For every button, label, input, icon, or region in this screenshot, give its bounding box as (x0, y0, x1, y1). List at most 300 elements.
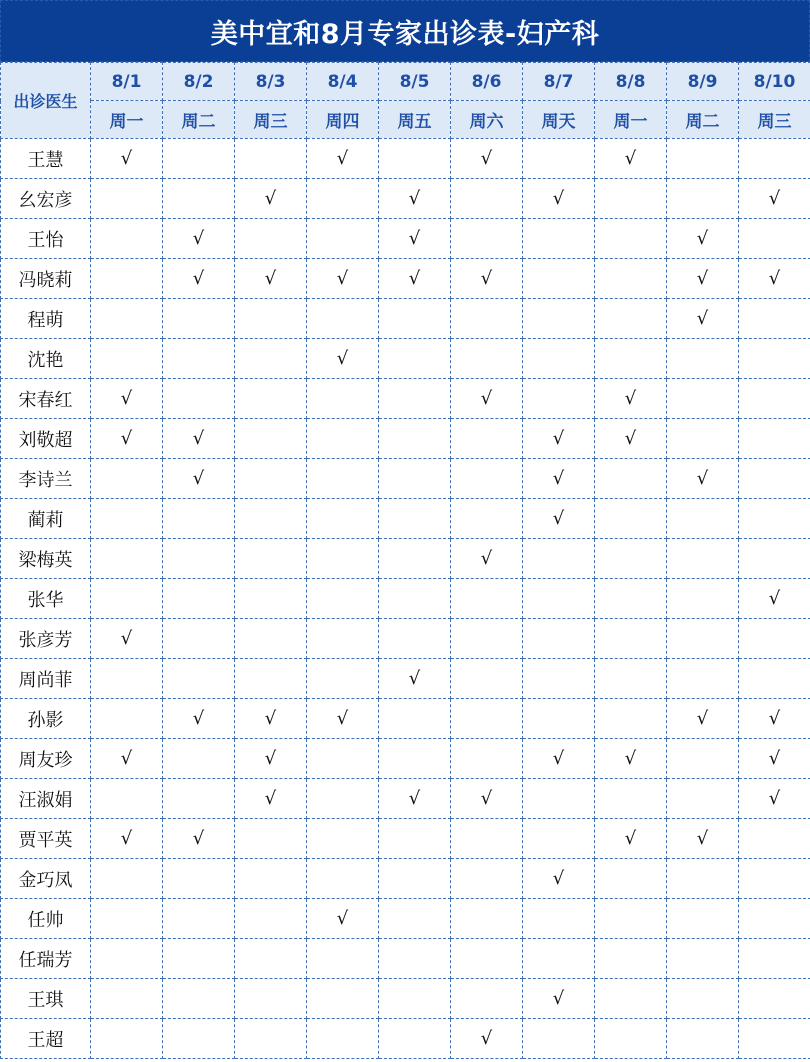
check-mark-cell: √ (91, 379, 163, 419)
date-header-row (1, 63, 810, 101)
doctor-name-cell: 张华 (1, 579, 91, 619)
empty-cell (379, 899, 451, 939)
empty-cell (667, 1019, 739, 1059)
empty-cell (595, 939, 667, 979)
empty-cell (595, 699, 667, 739)
empty-cell (523, 779, 595, 819)
empty-cell (163, 339, 235, 379)
empty-cell (451, 499, 523, 539)
empty-cell (595, 499, 667, 539)
weekday-header-cell: 周二 (667, 101, 739, 139)
empty-cell (235, 619, 307, 659)
empty-cell (379, 859, 451, 899)
check-mark-cell: √ (523, 179, 595, 219)
empty-cell (163, 1019, 235, 1059)
check-mark-cell: √ (379, 259, 451, 299)
check-mark-cell: √ (667, 819, 739, 859)
empty-cell (739, 379, 810, 419)
empty-cell (91, 779, 163, 819)
check-mark-cell: √ (235, 179, 307, 219)
table-row (1, 179, 810, 219)
empty-cell (667, 979, 739, 1019)
empty-cell (595, 539, 667, 579)
empty-cell (595, 339, 667, 379)
empty-cell (451, 939, 523, 979)
check-mark-cell: √ (163, 219, 235, 259)
empty-cell (379, 579, 451, 619)
empty-cell (235, 1019, 307, 1059)
empty-cell (379, 939, 451, 979)
empty-cell (235, 139, 307, 179)
doctor-name-cell: 周友珍 (1, 739, 91, 779)
empty-cell (163, 539, 235, 579)
empty-cell (739, 299, 810, 339)
empty-cell (451, 459, 523, 499)
empty-cell (379, 979, 451, 1019)
doctor-name-cell: 任瑞芳 (1, 939, 91, 979)
empty-cell (163, 619, 235, 659)
check-mark-cell: √ (595, 739, 667, 779)
empty-cell (451, 699, 523, 739)
empty-cell (163, 139, 235, 179)
empty-cell (739, 859, 810, 899)
empty-cell (307, 459, 379, 499)
doctor-column-header: 出诊医生 (1, 63, 91, 139)
empty-cell (523, 819, 595, 859)
check-mark-cell: √ (595, 379, 667, 419)
empty-cell (163, 899, 235, 939)
doctor-name-cell: 幺宏彦 (1, 179, 91, 219)
check-mark-cell: √ (307, 699, 379, 739)
empty-cell (91, 1019, 163, 1059)
empty-cell (379, 1019, 451, 1059)
doctor-name-cell: 程萌 (1, 299, 91, 339)
empty-cell (163, 979, 235, 1019)
empty-cell (667, 379, 739, 419)
empty-cell (451, 859, 523, 899)
empty-cell (91, 259, 163, 299)
check-mark-cell: √ (379, 779, 451, 819)
empty-cell (451, 739, 523, 779)
table-row (1, 619, 810, 659)
check-mark-cell: √ (307, 259, 379, 299)
doctor-name-cell: 王超 (1, 1019, 91, 1059)
empty-cell (739, 1019, 810, 1059)
doctor-name-cell: 贾平英 (1, 819, 91, 859)
doctor-name-cell: 李诗兰 (1, 459, 91, 499)
table-row (1, 139, 810, 179)
empty-cell (235, 379, 307, 419)
empty-cell (739, 419, 810, 459)
empty-cell (235, 419, 307, 459)
empty-cell (379, 819, 451, 859)
empty-cell (523, 939, 595, 979)
empty-cell (667, 739, 739, 779)
empty-cell (595, 619, 667, 659)
doctor-name-cell: 蔺莉 (1, 499, 91, 539)
weekday-header-cell: 周三 (235, 101, 307, 139)
check-mark-cell: √ (667, 259, 739, 299)
check-mark-cell: √ (307, 139, 379, 179)
check-mark-cell: √ (307, 339, 379, 379)
empty-cell (595, 1019, 667, 1059)
check-mark-cell: √ (523, 459, 595, 499)
empty-cell (595, 579, 667, 619)
weekday-header-cell: 周二 (163, 101, 235, 139)
empty-cell (451, 619, 523, 659)
empty-cell (307, 819, 379, 859)
empty-cell (379, 499, 451, 539)
empty-cell (667, 779, 739, 819)
empty-cell (307, 219, 379, 259)
table-row (1, 659, 810, 699)
weekday-header-cell: 周六 (451, 101, 523, 139)
empty-cell (235, 899, 307, 939)
empty-cell (667, 179, 739, 219)
weekday-header-cell: 周四 (307, 101, 379, 139)
check-mark-cell: √ (595, 419, 667, 459)
date-header-cell: 8/8 (595, 63, 667, 101)
doctor-name-cell: 冯晓莉 (1, 259, 91, 299)
weekday-header-row (1, 101, 810, 139)
check-mark-cell: √ (91, 739, 163, 779)
doctor-name-cell: 王琪 (1, 979, 91, 1019)
check-mark-cell: √ (739, 579, 810, 619)
doctor-name-cell: 刘敬超 (1, 419, 91, 459)
check-mark-cell: √ (451, 379, 523, 419)
empty-cell (235, 219, 307, 259)
check-mark-cell: √ (667, 299, 739, 339)
schedule-table (0, 62, 810, 1059)
empty-cell (667, 419, 739, 459)
doctor-name-cell: 梁梅英 (1, 539, 91, 579)
empty-cell (307, 499, 379, 539)
check-mark-cell: √ (739, 779, 810, 819)
empty-cell (667, 539, 739, 579)
check-mark-cell: √ (667, 219, 739, 259)
empty-cell (307, 1019, 379, 1059)
sheet-title: 美中宜和8月专家出诊表-妇产科 (0, 0, 810, 62)
empty-cell (451, 979, 523, 1019)
check-mark-cell: √ (379, 219, 451, 259)
empty-cell (595, 659, 667, 699)
empty-cell (163, 739, 235, 779)
check-mark-cell: √ (235, 739, 307, 779)
table-row (1, 299, 810, 339)
table-row (1, 459, 810, 499)
empty-cell (451, 219, 523, 259)
empty-cell (595, 259, 667, 299)
check-mark-cell: √ (235, 699, 307, 739)
table-row (1, 819, 810, 859)
doctor-name-cell: 宋春红 (1, 379, 91, 419)
empty-cell (235, 339, 307, 379)
empty-cell (523, 659, 595, 699)
empty-cell (91, 899, 163, 939)
empty-cell (307, 619, 379, 659)
date-header-cell: 8/1 (91, 63, 163, 101)
empty-cell (523, 219, 595, 259)
empty-cell (595, 179, 667, 219)
empty-cell (91, 499, 163, 539)
check-mark-cell: √ (595, 819, 667, 859)
check-mark-cell: √ (739, 179, 810, 219)
empty-cell (91, 699, 163, 739)
empty-cell (91, 299, 163, 339)
table-row (1, 259, 810, 299)
empty-cell (523, 579, 595, 619)
empty-cell (451, 339, 523, 379)
empty-cell (451, 819, 523, 859)
check-mark-cell: √ (235, 779, 307, 819)
empty-cell (235, 539, 307, 579)
empty-cell (235, 979, 307, 1019)
empty-cell (163, 779, 235, 819)
date-header-cell: 8/4 (307, 63, 379, 101)
doctor-name-cell: 王怡 (1, 219, 91, 259)
empty-cell (91, 539, 163, 579)
date-header-cell: 8/10 (739, 63, 810, 101)
check-mark-cell: √ (451, 259, 523, 299)
empty-cell (235, 499, 307, 539)
table-row (1, 939, 810, 979)
check-mark-cell: √ (163, 259, 235, 299)
empty-cell (307, 659, 379, 699)
check-mark-cell: √ (523, 419, 595, 459)
empty-cell (379, 459, 451, 499)
empty-cell (91, 659, 163, 699)
weekday-header-cell: 周五 (379, 101, 451, 139)
date-header-cell: 8/6 (451, 63, 523, 101)
empty-cell (667, 499, 739, 539)
empty-cell (91, 179, 163, 219)
empty-cell (523, 299, 595, 339)
table-row (1, 1019, 810, 1059)
empty-cell (739, 939, 810, 979)
empty-cell (235, 819, 307, 859)
empty-cell (307, 939, 379, 979)
doctor-name-cell: 周尚菲 (1, 659, 91, 699)
table-row (1, 779, 810, 819)
date-header-cell: 8/2 (163, 63, 235, 101)
check-mark-cell: √ (595, 139, 667, 179)
empty-cell (667, 339, 739, 379)
check-mark-cell: √ (91, 419, 163, 459)
empty-cell (307, 299, 379, 339)
empty-cell (451, 299, 523, 339)
empty-cell (307, 179, 379, 219)
empty-cell (523, 1019, 595, 1059)
check-mark-cell: √ (523, 739, 595, 779)
empty-cell (739, 899, 810, 939)
empty-cell (451, 579, 523, 619)
table-row (1, 219, 810, 259)
empty-cell (523, 379, 595, 419)
empty-cell (163, 299, 235, 339)
date-header-cell: 8/3 (235, 63, 307, 101)
check-mark-cell: √ (451, 139, 523, 179)
empty-cell (739, 339, 810, 379)
check-mark-cell: √ (667, 459, 739, 499)
doctor-name-cell: 沈艳 (1, 339, 91, 379)
empty-cell (739, 219, 810, 259)
empty-cell (307, 419, 379, 459)
check-mark-cell: √ (163, 419, 235, 459)
empty-cell (235, 659, 307, 699)
empty-cell (379, 699, 451, 739)
empty-cell (667, 139, 739, 179)
date-header-cell: 8/5 (379, 63, 451, 101)
empty-cell (235, 299, 307, 339)
empty-cell (667, 579, 739, 619)
empty-cell (307, 979, 379, 1019)
empty-cell (91, 859, 163, 899)
empty-cell (667, 659, 739, 699)
check-mark-cell: √ (379, 179, 451, 219)
empty-cell (523, 539, 595, 579)
table-row (1, 579, 810, 619)
empty-cell (235, 579, 307, 619)
empty-cell (91, 459, 163, 499)
check-mark-cell: √ (451, 779, 523, 819)
empty-cell (451, 899, 523, 939)
check-mark-cell: √ (523, 499, 595, 539)
empty-cell (739, 499, 810, 539)
empty-cell (667, 899, 739, 939)
empty-cell (595, 459, 667, 499)
empty-cell (307, 379, 379, 419)
empty-cell (451, 179, 523, 219)
check-mark-cell: √ (235, 259, 307, 299)
empty-cell (163, 859, 235, 899)
check-mark-cell: √ (163, 699, 235, 739)
table-row (1, 859, 810, 899)
empty-cell (91, 939, 163, 979)
empty-cell (163, 179, 235, 219)
weekday-header-cell: 周天 (523, 101, 595, 139)
check-mark-cell: √ (739, 699, 810, 739)
empty-cell (163, 499, 235, 539)
doctor-name-cell: 任帅 (1, 899, 91, 939)
empty-cell (379, 539, 451, 579)
empty-cell (595, 859, 667, 899)
empty-cell (667, 619, 739, 659)
empty-cell (307, 859, 379, 899)
empty-cell (307, 779, 379, 819)
empty-cell (739, 979, 810, 1019)
empty-cell (667, 939, 739, 979)
empty-cell (163, 659, 235, 699)
check-mark-cell: √ (307, 899, 379, 939)
check-mark-cell: √ (523, 859, 595, 899)
empty-cell (163, 579, 235, 619)
doctor-name-cell: 孙影 (1, 699, 91, 739)
empty-cell (451, 659, 523, 699)
check-mark-cell: √ (91, 619, 163, 659)
empty-cell (523, 699, 595, 739)
table-row (1, 339, 810, 379)
empty-cell (595, 779, 667, 819)
empty-cell (739, 659, 810, 699)
weekday-header-cell: 周三 (739, 101, 810, 139)
check-mark-cell: √ (523, 979, 595, 1019)
empty-cell (379, 139, 451, 179)
empty-cell (595, 899, 667, 939)
empty-cell (523, 339, 595, 379)
check-mark-cell: √ (163, 459, 235, 499)
doctor-name-cell: 王慧 (1, 139, 91, 179)
empty-cell (595, 299, 667, 339)
empty-cell (307, 739, 379, 779)
empty-cell (379, 379, 451, 419)
table-row (1, 379, 810, 419)
empty-cell (523, 619, 595, 659)
empty-cell (91, 339, 163, 379)
table-row (1, 739, 810, 779)
empty-cell (667, 859, 739, 899)
empty-cell (451, 419, 523, 459)
empty-cell (235, 939, 307, 979)
empty-cell (739, 819, 810, 859)
empty-cell (379, 739, 451, 779)
empty-cell (739, 619, 810, 659)
empty-cell (739, 459, 810, 499)
empty-cell (91, 219, 163, 259)
check-mark-cell: √ (451, 1019, 523, 1059)
empty-cell (595, 219, 667, 259)
check-mark-cell: √ (667, 699, 739, 739)
date-header-cell: 8/7 (523, 63, 595, 101)
empty-cell (91, 579, 163, 619)
table-row (1, 539, 810, 579)
weekday-header-cell: 周一 (91, 101, 163, 139)
weekday-header-cell: 周一 (595, 101, 667, 139)
table-row (1, 699, 810, 739)
date-header-cell: 8/9 (667, 63, 739, 101)
table-row (1, 499, 810, 539)
schedule-body (1, 139, 810, 1059)
table-row (1, 419, 810, 459)
empty-cell (379, 299, 451, 339)
empty-cell (91, 979, 163, 1019)
empty-cell (379, 619, 451, 659)
table-row (1, 979, 810, 1019)
doctor-name-cell: 汪淑娟 (1, 779, 91, 819)
check-mark-cell: √ (163, 819, 235, 859)
empty-cell (739, 139, 810, 179)
check-mark-cell: √ (739, 259, 810, 299)
empty-cell (523, 259, 595, 299)
empty-cell (595, 979, 667, 1019)
check-mark-cell: √ (91, 139, 163, 179)
doctor-name-cell: 张彦芳 (1, 619, 91, 659)
empty-cell (523, 899, 595, 939)
empty-cell (163, 379, 235, 419)
check-mark-cell: √ (379, 659, 451, 699)
empty-cell (379, 339, 451, 379)
empty-cell (739, 539, 810, 579)
check-mark-cell: √ (739, 739, 810, 779)
doctor-name-cell: 金巧凤 (1, 859, 91, 899)
empty-cell (307, 579, 379, 619)
empty-cell (235, 859, 307, 899)
empty-cell (235, 459, 307, 499)
check-mark-cell: √ (91, 819, 163, 859)
empty-cell (307, 539, 379, 579)
empty-cell (523, 139, 595, 179)
empty-cell (163, 939, 235, 979)
check-mark-cell: √ (451, 539, 523, 579)
